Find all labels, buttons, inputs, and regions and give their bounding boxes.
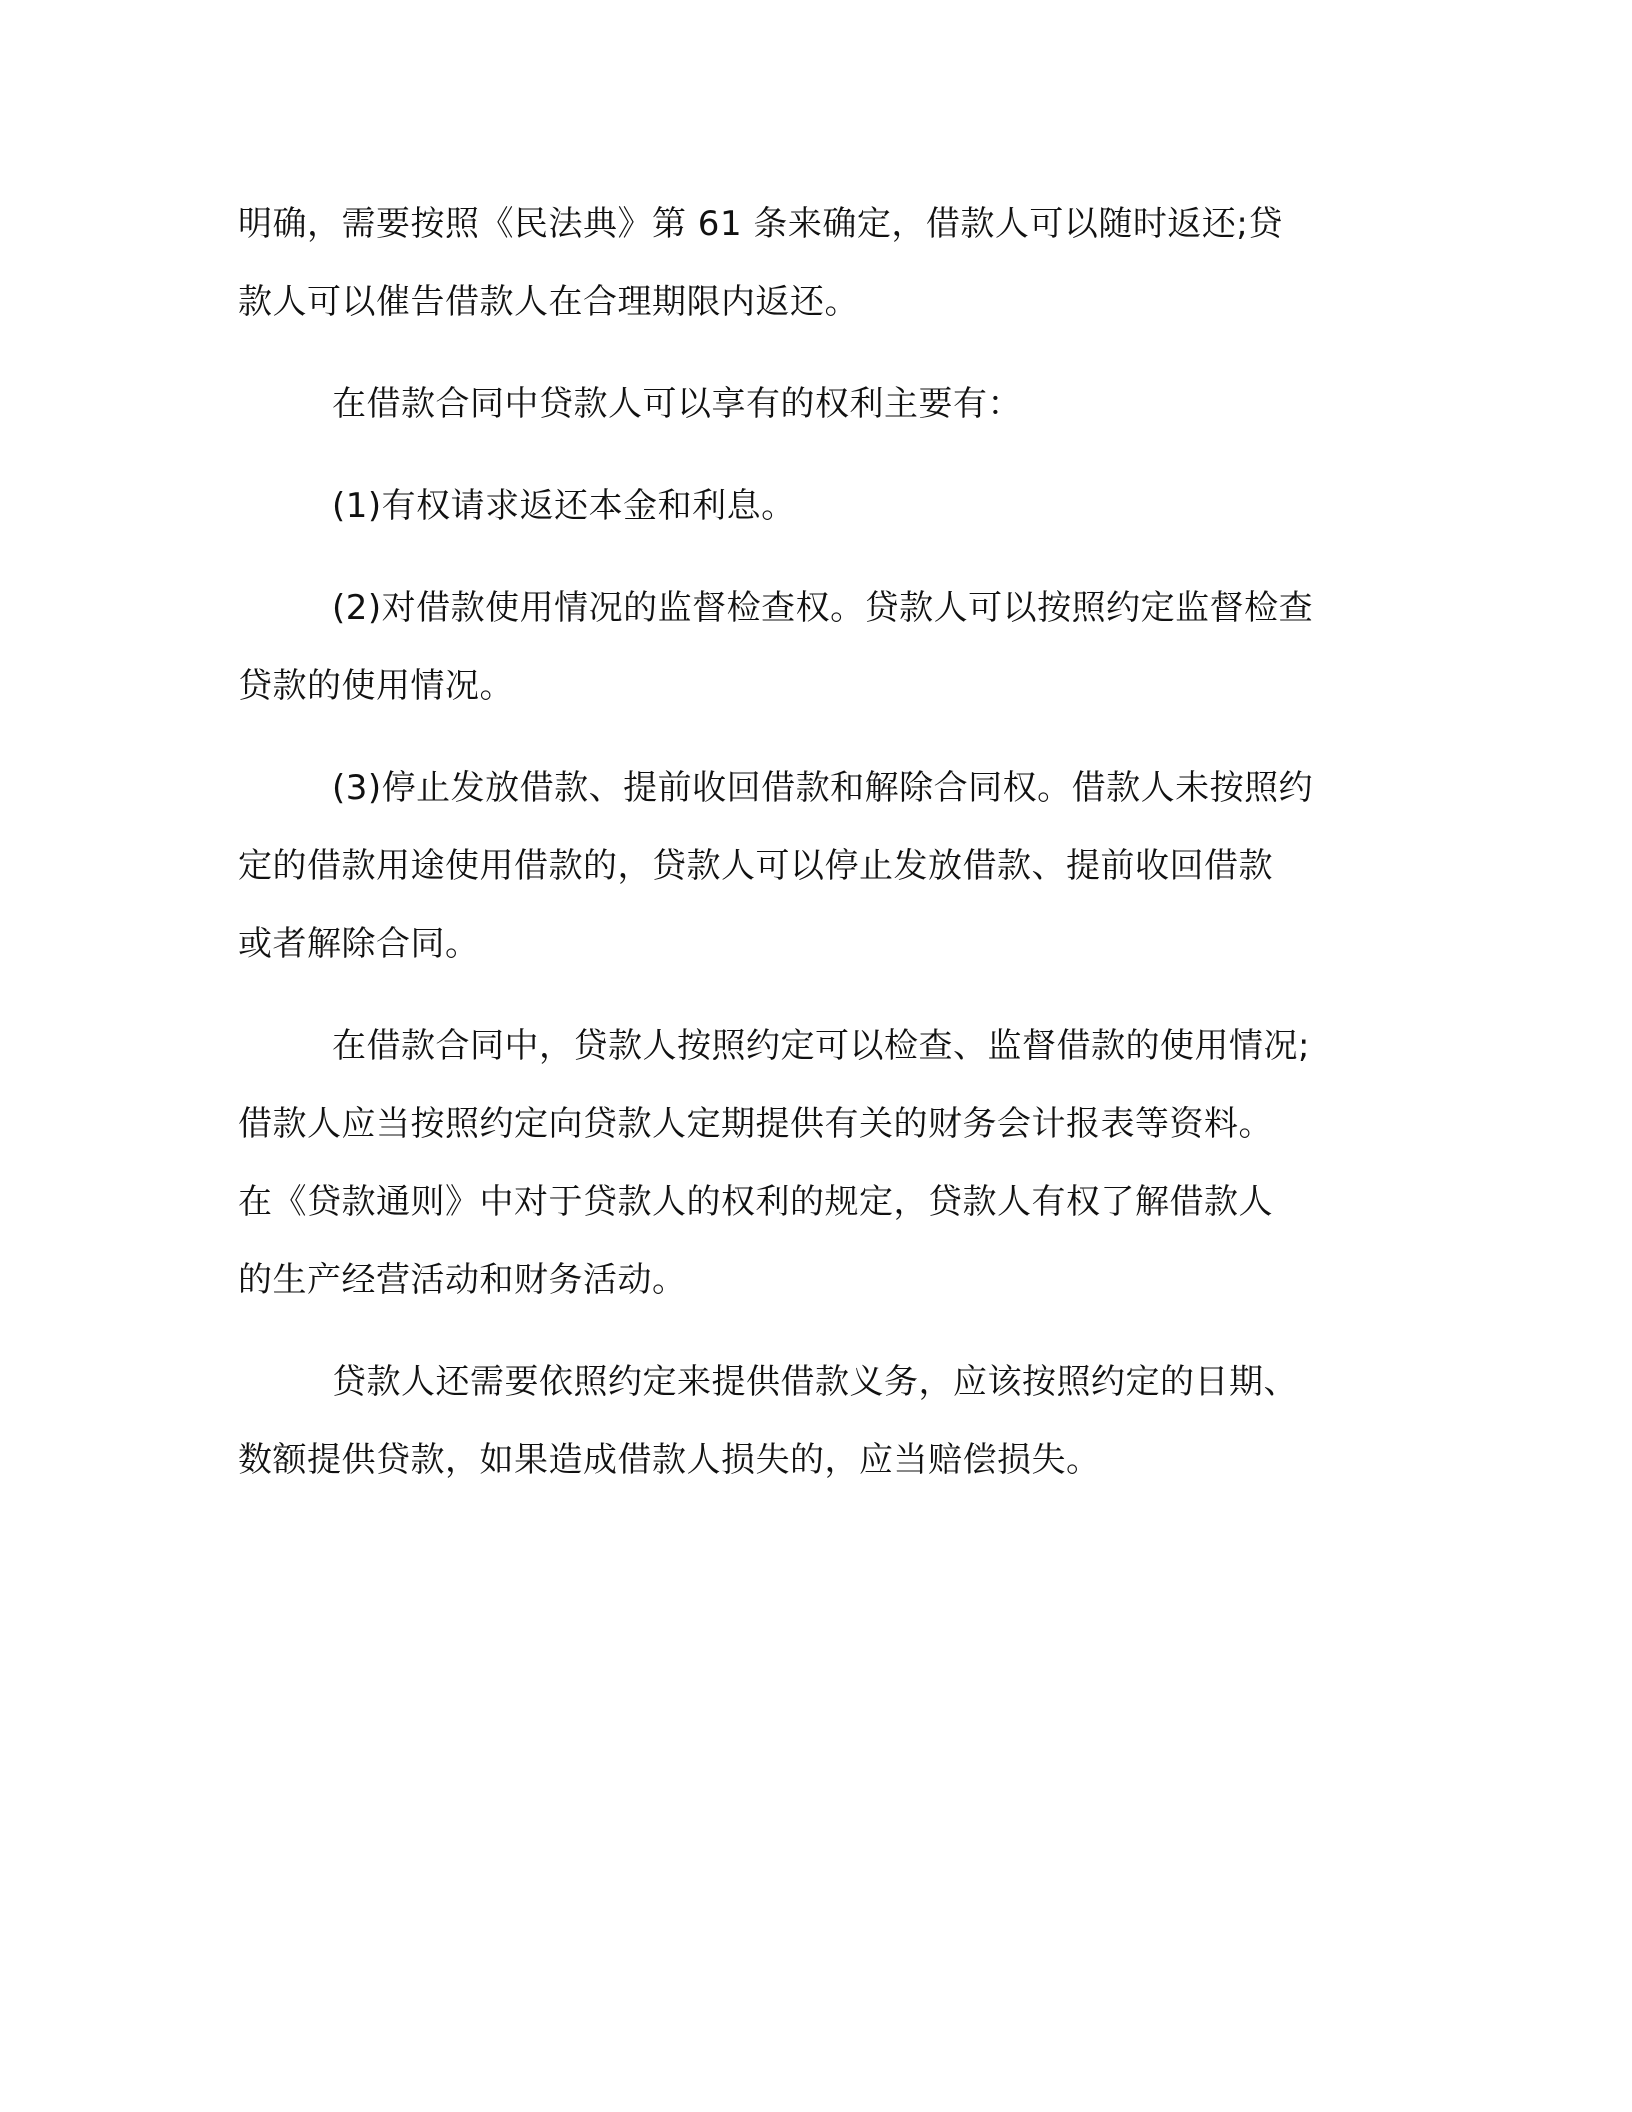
paragraph-5 [238,749,1388,983]
paragraph-7-line-2: 数额提供贷款，如果造成借款人损失的，应当赔偿损失。 [238,1440,1101,1480]
paragraph-5-line-2: 定的借款用途使用借款的，贷款人可以停止发放借款、提前收回借款 [238,846,1273,886]
paragraph-5-line-1: (3)停止发放借款、提前收回借款和解除合同权。借款人未按照约 [332,768,1314,808]
paragraph-3 [238,467,1388,545]
paragraph-7 [238,1343,1388,1499]
paragraph-6 [238,1007,1388,1319]
paragraph-6-line-4: 的生产经营活动和财务活动。 [238,1260,687,1300]
paragraph-4-line-2: 贷款的使用情况。 [238,666,514,706]
paragraph-6-line-2: 借款人应当按照约定向贷款人定期提供有关的财务会计报表等资料。 [238,1104,1273,1144]
paragraph-1-line-2: 款人可以催告借款人在合理期限内返还。 [238,282,859,322]
paragraph-7-line-1: 贷款人还需要依照约定来提供借款义务，应该按照约定的日期、 [332,1362,1298,1402]
paragraph-1-line-1: 明确，需要按照《民法典》第 61 条来确定，借款人可以随时返还;贷 [238,204,1283,244]
paragraph-6-line-1: 在借款合同中，贷款人按照约定可以检查、监督借款的使用情况; [332,1026,1310,1066]
paragraph-2 [238,365,1388,443]
paragraph-1 [238,185,1388,341]
paragraph-3-line-1: (1)有权请求返还本金和利息。 [332,486,796,526]
paragraph-6-line-3: 在《贷款通则》中对于贷款人的权利的规定，贷款人有权了解借款人 [238,1182,1273,1222]
paragraph-5-line-3: 或者解除合同。 [238,924,480,964]
paragraph-2-line-1: 在借款合同中贷款人可以享有的权利主要有： [332,384,1022,424]
document-body [238,185,1388,1499]
paragraph-4-line-1: (2)对借款使用情况的监督检查权。贷款人可以按照约定监督检查 [332,588,1314,628]
paragraph-4 [238,569,1388,725]
